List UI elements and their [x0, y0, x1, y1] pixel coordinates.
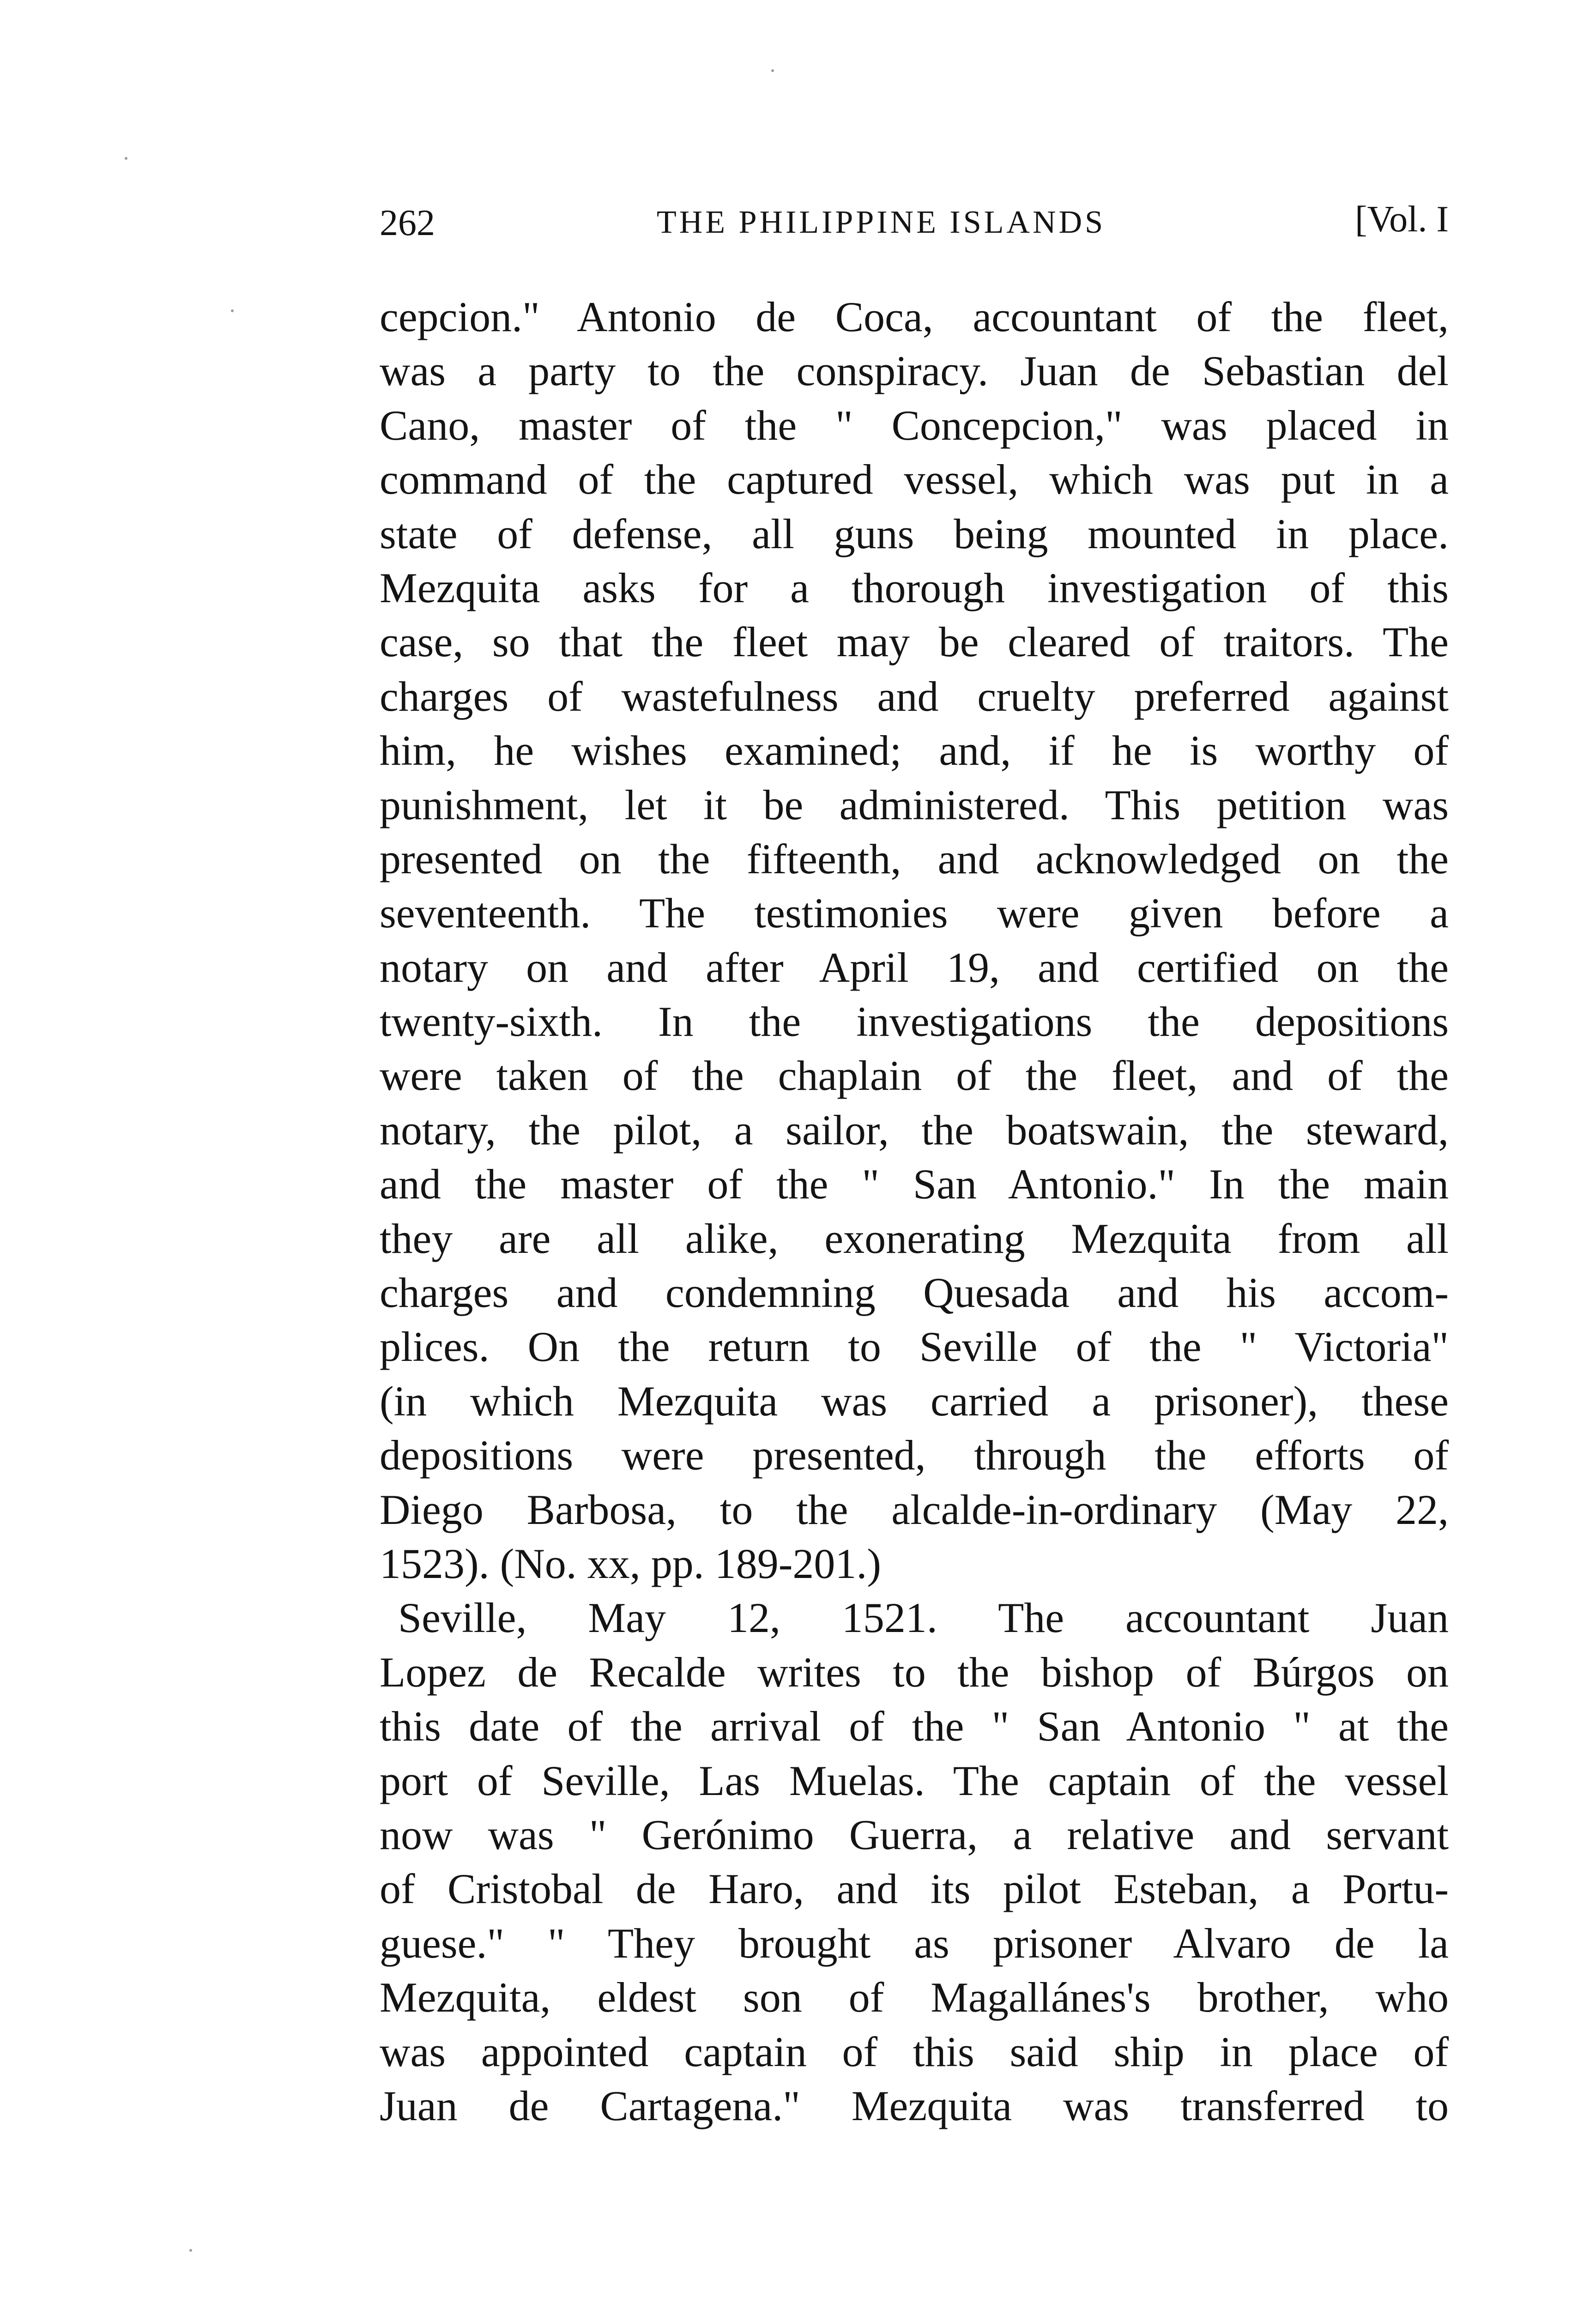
text-line: (in which Mezquita was carried a prisoner), these — [380, 1377, 1449, 1425]
text-line: guese." " They brought as prisoner Alvaro de la — [380, 1919, 1449, 1967]
scan-speck — [771, 69, 774, 72]
text-line: Mezquita, eldest son of Magallánes's brother, who — [380, 1974, 1449, 2021]
text-line: seventeenth. The testimonies were given before a — [380, 889, 1449, 937]
scan-speck — [231, 309, 234, 312]
text-line: Mezquita asks for a thorough investigation of this — [380, 564, 1449, 611]
text-line: Seville, May 12, 1521. The accountant Juan — [398, 1594, 1449, 1642]
text-line: presented on the fifteenth, and acknowledged on the — [380, 835, 1449, 882]
running-title: THE PHILIPPINE ISLANDS — [657, 205, 1106, 240]
text-line: was appointed captain of this said ship in place of — [380, 2028, 1449, 2075]
text-line: cepcion." Antonio de Coca, accountant of the fleet, — [380, 293, 1449, 340]
running-header — [380, 194, 1449, 249]
text-line: Lopez de Recalde writes to the bishop of Búrgos on — [380, 1648, 1449, 1696]
text-line: were taken of the chaplain of the fleet, and of the — [380, 1052, 1449, 1100]
text-line: notary on and after April 19, and certified on the — [380, 943, 1449, 991]
text-line: 1523). (No. xx, pp. 189-201.) — [380, 1540, 881, 1587]
text-line: Juan de Cartagena." Mezquita was transferred to — [380, 2082, 1449, 2129]
scan-speck — [125, 157, 127, 160]
text-line: and the master of the " San Antonio." In the main — [380, 1161, 1449, 1208]
text-line: was a party to the conspiracy. Juan de Sebastian del — [380, 347, 1449, 395]
text-line: command of the captured vessel, which was put in a — [380, 456, 1449, 503]
text-line: this date of the arrival of the " San Antonio " at the — [380, 1703, 1449, 1750]
text-line: Cano, master of the " Concepcion," was placed in — [380, 401, 1449, 449]
text-line: Diego Barbosa, to the alcalde-in-ordinary (May 22, — [380, 1486, 1449, 1533]
page-number: 262 — [380, 203, 435, 243]
text-line: port of Seville, Las Muelas. The captain of the vessel — [380, 1757, 1449, 1804]
text-line: now was " Gerónimo Guerra, a relative and servant — [380, 1811, 1449, 1858]
text-line: they are all alike, exonerating Mezquita from all — [380, 1215, 1449, 1262]
text-line: charges and condemning Quesada and his accom- — [380, 1269, 1449, 1317]
text-line: of Cristobal de Haro, and its pilot Esteban, a Portu- — [380, 1865, 1449, 1913]
text-line: twenty-sixth. In the investigations the depositions — [380, 998, 1449, 1046]
text-line: depositions were presented, through the efforts of — [380, 1432, 1449, 1479]
text-line: him, he wishes examined; and, if he is worthy of — [380, 727, 1449, 774]
text-line: notary, the pilot, a sailor, the boatswain, the steward, — [380, 1106, 1449, 1154]
body-text — [380, 290, 1449, 2133]
text-line: punishment, let it be administered. This petition was — [380, 781, 1449, 828]
text-line: charges of wastefulness and cruelty preferred against — [380, 672, 1449, 720]
text-line: plices. On the return to Seville of the " Victoria" — [380, 1323, 1449, 1371]
text-line: case, so that the fleet may be cleared of traitors. The — [380, 618, 1449, 666]
scan-speck — [189, 2249, 192, 2252]
text-line: state of defense, all guns being mounted in place. — [380, 510, 1449, 557]
volume-label: [Vol. I — [1355, 199, 1449, 240]
